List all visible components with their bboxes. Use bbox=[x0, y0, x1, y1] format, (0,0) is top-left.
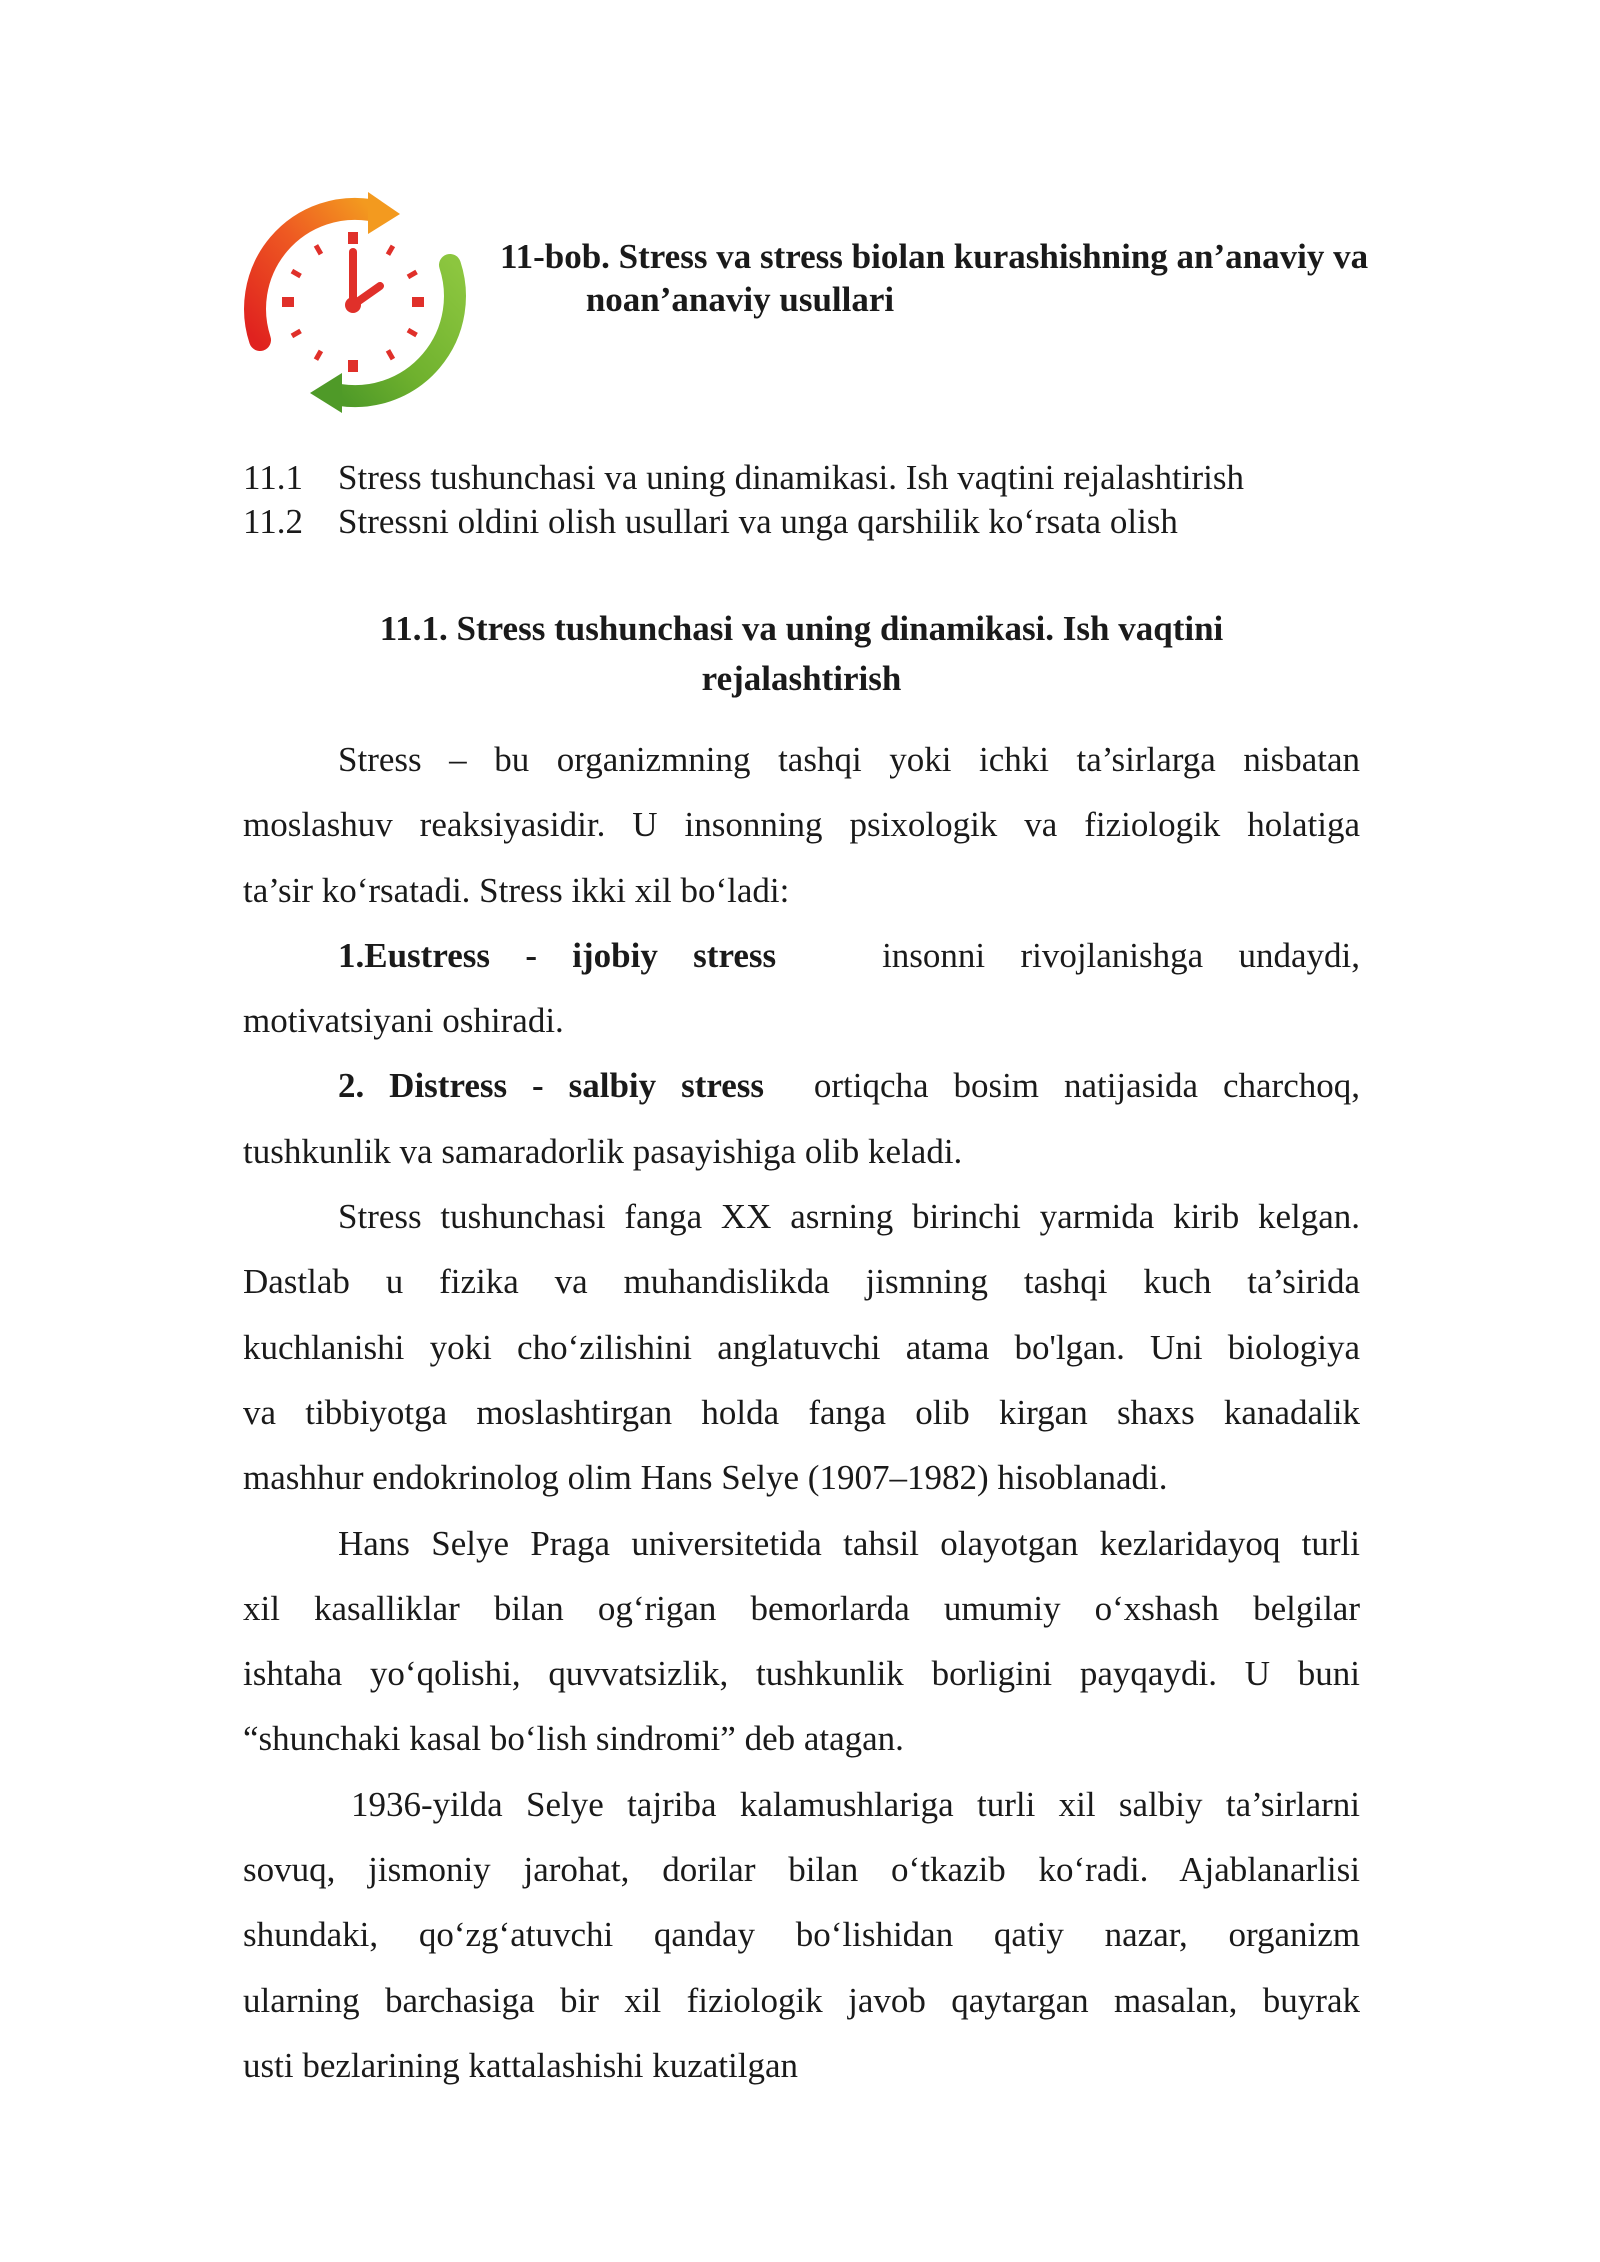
text-line: Stress – bu organizmning tashqi yoki ichki ta’sirlarga nisbatan bbox=[338, 740, 1360, 779]
toc-item bbox=[243, 456, 1244, 500]
term-eustress: 1.Eustress - ijobiy stress bbox=[338, 935, 777, 975]
paragraph bbox=[243, 923, 1360, 1054]
text-line: Stress tushunchasi fanga XX asrning birinchi yarmida kirib kelgan. bbox=[338, 1197, 1360, 1237]
toc-text: Stress tushunchasi va uning dinamikasi. Ish vaqtini rejalashtirish bbox=[338, 458, 1244, 497]
body-text bbox=[243, 727, 1360, 2098]
text-line: sovuq, jismoniy jarohat, dorilar bilan o‘tkazib ko‘radi. Ajablanarlisi bbox=[243, 1850, 1360, 1890]
toc-item bbox=[243, 500, 1244, 544]
text-line: ishtaha yo‘qolishi, quvvatsizlik, tushkunlik borligini payqaydi. U buni bbox=[243, 1654, 1360, 1694]
text-line: moslashuv reaksiyasidir. U insonning psixologik va fiziologik holatiga bbox=[243, 805, 1360, 845]
term-description: ortiqcha bosim natijasida charchoq, bbox=[813, 1066, 1361, 1106]
text-line: kuchlanishi yoki cho‘zilishini anglatuvchi atama bo'lgan. Uni biologiya bbox=[243, 1327, 1360, 1367]
text-line: ta’sir ko‘rsatadi. Stress ikki xil bo‘ladi: bbox=[243, 870, 790, 910]
table-of-contents bbox=[243, 456, 1244, 544]
text-line: tushkunlik va samaradorlik pasayishiga olib keladi. bbox=[243, 1131, 963, 1171]
paragraph bbox=[243, 727, 1360, 923]
term-distress: 2. Distress - salbiy stress bbox=[338, 1066, 765, 1106]
text-line: 1936-yilda Selye tajriba kalamushlariga turli xil salbiy ta’sirlarni bbox=[351, 1784, 1360, 1824]
chapter-title-line1: 11-bob. Stress va stress biolan kurashishning an’anaviy va bbox=[500, 237, 1369, 276]
section-heading-line1: 11.1. Stress tushunchasi va uning dinamikasi. Ish vaqtini bbox=[379, 609, 1224, 648]
toc-number: 11.2 bbox=[243, 502, 303, 541]
text-line: shundaki, qo‘zg‘atuvchi qanday bo‘lishidan qatiy nazar, organizm bbox=[243, 1915, 1360, 1955]
text-line: motivatsiyani oshiradi. bbox=[243, 1001, 564, 1041]
chapter-title bbox=[500, 235, 1369, 321]
section-heading-line2: rejalashtirish bbox=[701, 659, 902, 698]
paragraph bbox=[243, 1511, 1360, 1772]
text-line: Dastlab u fizika va muhandislikda jismning tashqi kuch ta’sirida bbox=[243, 1262, 1360, 1302]
text-line bbox=[243, 1053, 1360, 1118]
text-line: va tibbiyotga moslashtirgan holda fanga olib kirgan shaxs kanadalik bbox=[243, 1392, 1360, 1432]
clock-cycle-icon bbox=[240, 190, 470, 415]
text-line: xil kasalliklar bilan og‘rigan bemorlarda umumiy o‘xshash belgilar bbox=[243, 1588, 1360, 1628]
text-line: mashhur endokrinolog olim Hans Selye (1907–1982) hisoblanadi. bbox=[243, 1458, 1168, 1498]
text-line: Hans Selye Praga universitetida tahsil olayotgan kezlaridayoq turli bbox=[338, 1523, 1360, 1563]
text-line: ularning barchasiga bir xil fiziologik javob qaytargan masalan, buyrak bbox=[243, 1980, 1360, 2020]
text-line: “shunchaki kasal bo‘lish sindromi” deb atagan. bbox=[243, 1719, 904, 1759]
paragraph bbox=[243, 1772, 1360, 2098]
paragraph bbox=[243, 1053, 1360, 1184]
chapter-title-line2: noan’anaviy usullari bbox=[585, 280, 895, 319]
toc-number: 11.1 bbox=[243, 458, 303, 497]
toc-text: Stressni oldini olish usullari va unga qarshilik ko‘rsata olish bbox=[338, 502, 1178, 541]
text-line: usti bezlarining kattalashishi kuzatilgan bbox=[243, 2045, 798, 2085]
section-heading bbox=[243, 604, 1360, 704]
text-line bbox=[243, 923, 1360, 988]
paragraph bbox=[243, 1184, 1360, 1510]
term-description: insonni rivojlanishga undaydi, bbox=[882, 935, 1360, 975]
